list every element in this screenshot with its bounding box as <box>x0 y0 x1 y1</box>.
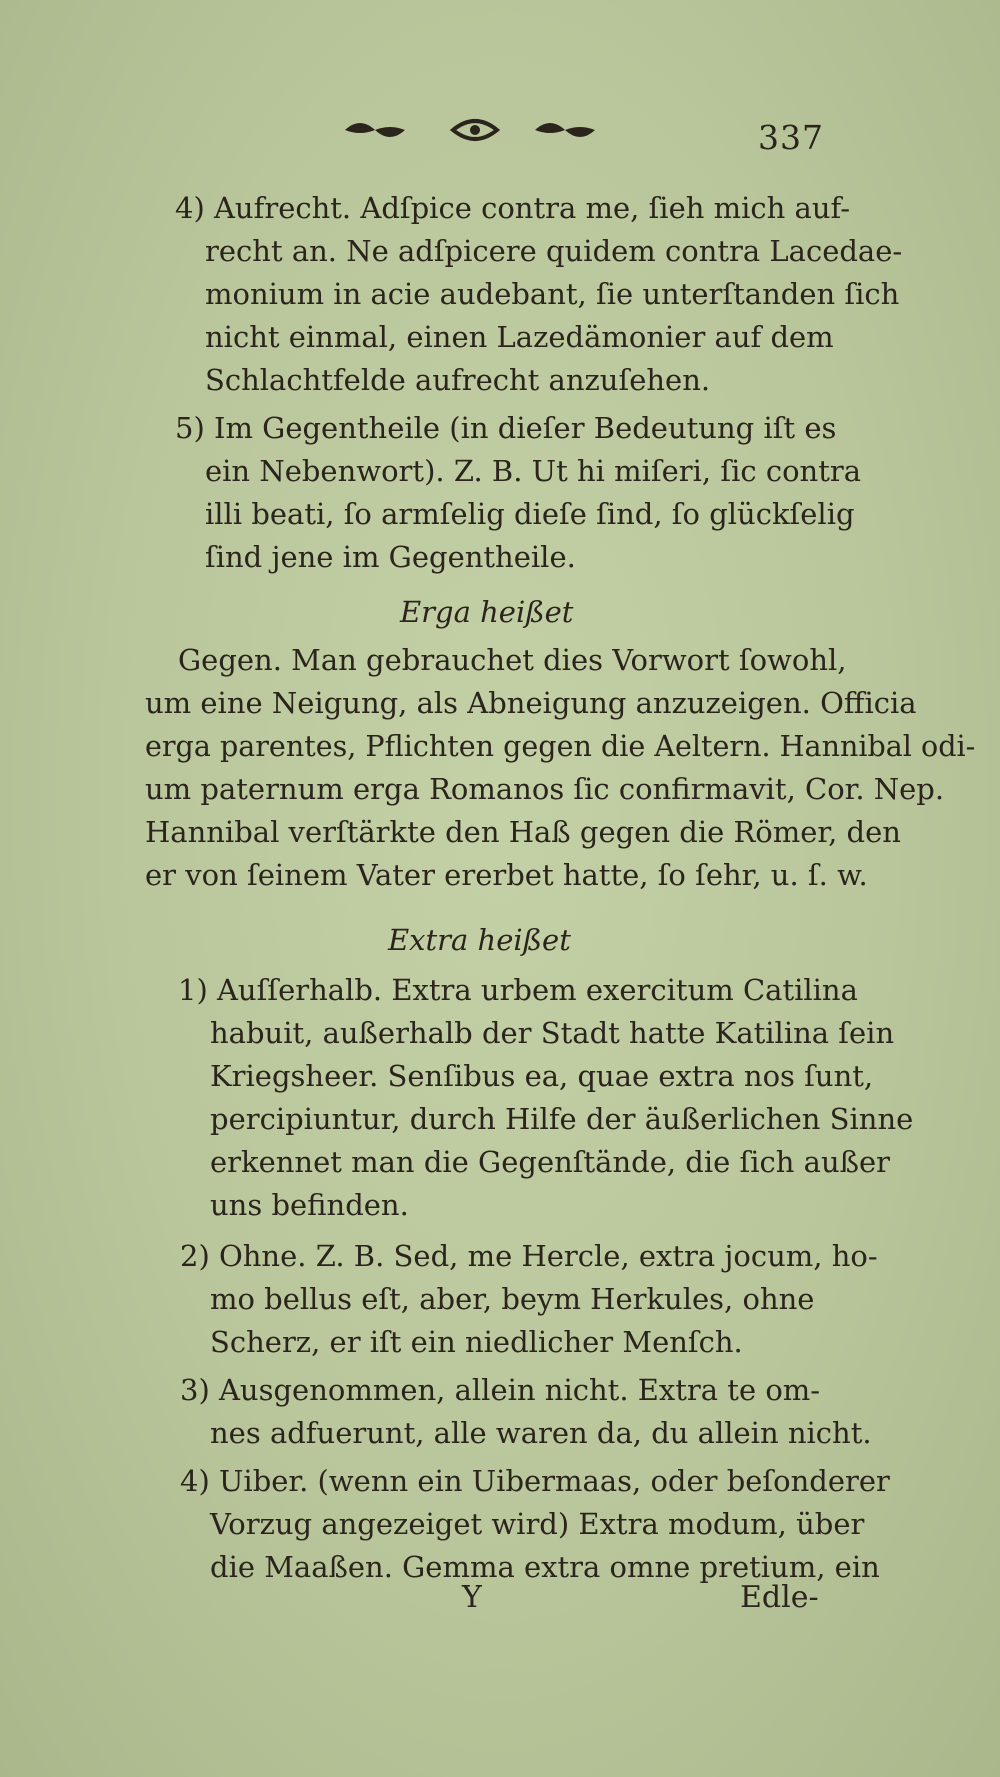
section-heading: Extra heißet <box>388 923 571 957</box>
text-line: Gegen. Man gebrauchet dies Vorwort ſowohl, <box>178 643 847 677</box>
text-line: erga parentes, Pflichten gegen die Aeltern. Hannibal odi- <box>145 729 976 763</box>
text-line: mo bellus eſt, aber, beym Herkules, ohne <box>210 1282 815 1316</box>
text-line: 1) Auſſerhalb. Extra urbem exercitum Catilina <box>178 973 858 1007</box>
signature-mark: Y <box>462 1580 482 1615</box>
catchword: Edle- <box>740 1580 819 1615</box>
text-line: 2) Ohne. Z. B. Sed, me Hercle, extra jocum, ho- <box>180 1239 878 1273</box>
text-line: uns befinden. <box>210 1188 409 1222</box>
text-line: er von ſeinem Vater ererbet hatte, ſo ſehr, u. ſ. w. <box>145 858 868 892</box>
text-line: nes adfuerunt, alle waren da, du allein nicht. <box>210 1416 872 1450</box>
text-line: illi beati, ſo armſelig dieſe ſind, ſo glückſelig <box>205 497 855 531</box>
text-line: Scherz, er iſt ein niedlicher Menſch. <box>210 1325 743 1359</box>
text-line: Kriegsheer. Senſibus ea, quae extra nos ſunt, <box>210 1059 874 1093</box>
text-line: Hannibal verſtärkte den Haß gegen die Römer, den <box>145 815 901 849</box>
text-line: ſind jene im Gegentheile. <box>205 540 576 574</box>
text-line: nicht einmal, einen Lazedämonier auf dem <box>205 320 834 354</box>
page-number: 337 <box>758 118 824 157</box>
text-line: 4) Aufrecht. Adſpice contra me, ſieh mich auf- <box>175 191 851 225</box>
text-line: erkennet man die Gegenſtände, die ſich außer <box>210 1145 891 1179</box>
text-line: 3) Ausgenommen, allein nicht. Extra te om- <box>180 1373 821 1407</box>
text-line: habuit, außerhalb der Stadt hatte Katilina ſein <box>210 1016 895 1050</box>
page-header <box>0 100 1000 160</box>
text-line: recht an. Ne adſpicere quidem contra Lacedae- <box>205 234 903 268</box>
text-line: Schlachtfelde aufrecht anzuſehen. <box>205 363 711 397</box>
text-line: die Maaßen. Gemma extra omne pretium, ein <box>210 1550 880 1584</box>
text-line: 4) Uiber. (wenn ein Uibermaas, oder beſonderer <box>180 1464 890 1498</box>
text-line: um eine Neigung, als Abneigung anzuzeigen. Officia <box>145 686 917 720</box>
text-line: ein Nebenwort). Z. B. Ut hi miſeri, ſic contra <box>205 454 862 488</box>
text-line: Vorzug angezeiget wird) Extra modum, über <box>210 1507 865 1541</box>
section-heading: Erga heißet <box>400 595 574 629</box>
text-line: 5) Im Gegentheile (in dieſer Bedeutung iſt es <box>175 411 837 445</box>
ornament-icon <box>335 112 615 148</box>
text-line: um paternum erga Romanos ſic confirmavit, Cor. Nep. <box>145 772 945 806</box>
text-line: monium in acie audebant, ſie unterſtanden ſich <box>205 277 900 311</box>
text-line: percipiuntur, durch Hilfe der äußerlichen Sinne <box>210 1102 914 1136</box>
